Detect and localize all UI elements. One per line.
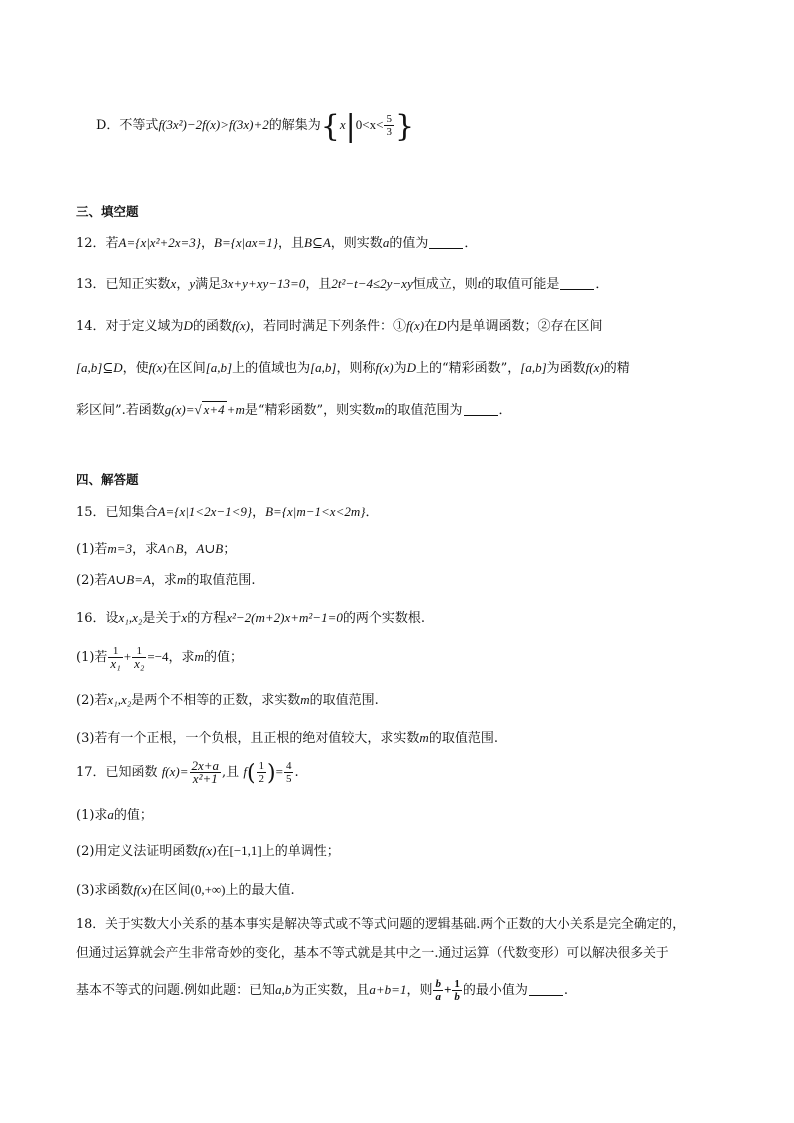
q14-text-i: ，则称 — [336, 361, 376, 376]
q14-text-a: 14．对于定义域为 — [76, 319, 184, 334]
q16-mid: 是关于 — [142, 611, 182, 626]
question-18-line-1: 18．关于实数大小关系的基本事实是解决等式或不等式问题的逻辑基础.两个正数的大小关系是完全确定的， — [76, 917, 686, 932]
q13-prefix: 13．已知正实数 — [76, 277, 171, 292]
q16-p3-a: (3)若有一个正根，一个负根，且正根的绝对值较大，求实数 — [76, 731, 420, 746]
sqrt-sign: √ — [194, 402, 202, 417]
q13-tail: 的取值可能是 — [481, 277, 560, 292]
frac-num: 5 — [386, 113, 392, 125]
q17-prefix: 17．已知函数 — [76, 765, 158, 780]
question-18-line-2: 但通过运算就会产生非常奇妙的变化，基本不等式就是其中之一.通过运算（代数变形）可以解决很多关于 — [76, 946, 669, 961]
q18-text-c: ，则 — [406, 983, 433, 998]
q15-p1-d: ， — [183, 542, 197, 557]
q16-frac-2-num: 1 — [132, 645, 146, 658]
q15-end: ． — [365, 505, 379, 520]
q17-value-fraction — [284, 760, 294, 785]
q14-text-b: 的函数 — [192, 319, 232, 334]
q16-p3-m: m — [419, 730, 429, 745]
q18-end: . — [563, 983, 569, 998]
q15-sep: ， — [252, 505, 266, 520]
q16-frac-2 — [132, 645, 146, 670]
q15-p2-d: 的取值范围. — [186, 573, 256, 588]
q15-p1-a: (1)若 — [76, 542, 108, 557]
q17-equals: = — [275, 764, 283, 779]
option-d-text: 的解集为 — [268, 118, 321, 133]
q16-plus: + — [123, 649, 132, 664]
q14-text-m: 的精 — [603, 361, 630, 376]
q17-p3-c: 上的最大值. — [225, 883, 295, 898]
q18-frac-1 — [433, 978, 443, 1003]
q12-comma: ， — [200, 236, 214, 251]
question-16-part-2 — [76, 688, 734, 713]
q13-text-2: ，且 — [305, 277, 332, 292]
q12-text-2: ，则实数 — [330, 236, 383, 251]
brace-right: } — [394, 109, 415, 144]
q16-equals: =−4 — [147, 649, 169, 664]
q15-p2-union: A∪B=A — [107, 572, 151, 587]
q16-p2-c: 的取值范围. — [309, 693, 379, 708]
q16-p3-b: 的取值范围. — [428, 731, 498, 746]
q14-gx: g(x)= — [164, 402, 195, 417]
q14-text-l: 为函数 — [546, 361, 586, 376]
q13-x: x — [170, 276, 177, 291]
q18-frac-2-den: b — [454, 991, 460, 1003]
q14-text-c: ，若同时满足下列条件：① — [250, 319, 407, 334]
q14-plus-m: +m — [226, 402, 245, 417]
q15-p1-intersection: A∩B — [158, 541, 184, 556]
question-14-line-3 — [76, 398, 734, 423]
q17-p2-fx: f(x) — [198, 843, 217, 858]
section-title-fill-blank: 三、填空题 — [76, 204, 139, 219]
q14-fx-4: f(x) — [375, 360, 394, 375]
q17-arg-den: 2 — [258, 773, 265, 785]
q15-set-a: A={x|1<2x−1<9} — [157, 504, 253, 519]
question-17-part-1 — [76, 803, 734, 828]
q14-text-g: 在区间 — [166, 361, 206, 376]
q17-p2-a: (2)用定义法证明函数 — [76, 844, 199, 859]
q14-interval: [a,b] — [205, 360, 233, 375]
q13-y: y — [189, 276, 196, 291]
set-condition: 0<x< — [355, 117, 384, 132]
q15-p2-m: m — [176, 572, 187, 587]
q16-mid-2: 的方程 — [187, 611, 227, 626]
q17-p3-a: (3)求函数 — [76, 883, 134, 898]
q16-p1-c: 的值； — [203, 650, 243, 665]
question-15 — [76, 500, 734, 525]
question-17 — [76, 760, 734, 786]
option-d-inequality: f(3x²)−2f(x)>f(3x)+2 — [158, 117, 269, 132]
q15-p1-union: A∪B — [196, 541, 224, 556]
q17-function-fraction — [190, 760, 222, 785]
q14-text-f: ，使 — [122, 361, 149, 376]
q16-frac-1-den: x₁ — [110, 656, 121, 671]
q14-fx-3: f(x) — [148, 360, 167, 375]
q13-answer-blank[interactable] — [560, 275, 594, 290]
q16-p1-b: ，求 — [168, 650, 195, 665]
set-var: x — [339, 117, 346, 132]
q12-tail: 的值为 — [389, 236, 429, 251]
q14-sqrt-body: x+4 — [203, 402, 225, 417]
q13-t: t — [477, 276, 482, 291]
option-d — [96, 109, 734, 144]
q17-p2-b: 在 — [216, 844, 230, 859]
q15-set-b: B={x|m−1<x<2m} — [265, 504, 366, 519]
option-d-label: D．不等式 — [96, 118, 159, 133]
q18-text-b: 为正实数，且 — [291, 983, 370, 998]
q16-p2-b: 是两个不相等的正数，求实数 — [131, 693, 301, 708]
q14-text-n: 彩区间”.若函数 — [76, 403, 165, 418]
q17-p3-fx: f(x) — [133, 882, 152, 897]
brace-left: { — [320, 109, 340, 144]
q17-p1-var: a — [107, 807, 114, 822]
q17-val-num: 4 — [285, 760, 292, 772]
question-18-line-3 — [76, 978, 734, 1003]
question-14-line-2 — [76, 356, 734, 381]
q18-frac-2-num: 1 — [454, 978, 460, 990]
q17-p2-c: 上的单调性； — [261, 844, 340, 859]
q16-frac-1-num: 1 — [108, 645, 122, 658]
q18-ab: a,b — [275, 982, 292, 997]
q18-plus: + — [443, 982, 452, 997]
q18-frac-2 — [452, 978, 462, 1003]
q16-prefix: 16．设 — [76, 611, 119, 626]
q12-text: ，且 — [278, 236, 305, 251]
q17-f: f — [243, 764, 247, 779]
q16-p2-roots: x₁,x₂ — [107, 692, 132, 707]
q17-end: . — [294, 765, 299, 780]
frac-den: 3 — [386, 126, 392, 138]
q14-domain-2: D — [437, 318, 447, 333]
q14-text-e: 内是单调函数；②存在区间 — [446, 319, 603, 334]
q14-text-p: 的取值范围为 — [384, 403, 463, 418]
q16-p1-m: m — [194, 649, 204, 664]
q13-sep: ， — [176, 277, 190, 292]
q17-p1-b: 的值； — [113, 808, 153, 823]
q16-x: x — [181, 610, 188, 625]
q13-inequality: 2t²−t−4≤2y−xy — [331, 276, 413, 291]
q12-prefix: 12．若 — [76, 236, 119, 251]
q18-condition: a+b=1 — [369, 982, 407, 997]
section-title-answer: 四、解答题 — [76, 472, 139, 487]
question-13 — [76, 272, 734, 297]
question-17-part-3 — [76, 878, 734, 903]
question-16-part-3 — [76, 726, 734, 751]
q12-set-a: A={x|x²+2x=3} — [118, 235, 201, 250]
q18-text-a: 基本不等式的问题.例如此题：已知 — [76, 983, 276, 998]
question-14-line-1 — [76, 314, 734, 339]
q15-p2-a: (2)若 — [76, 573, 108, 588]
q14-text-k: 上的“精彩函数”， — [415, 361, 521, 376]
q16-frac-2-den: x₂ — [134, 656, 145, 671]
paren-right: ) — [267, 761, 276, 786]
q17-f-num: 2x+a — [191, 758, 220, 773]
q15-p1-m: m=3 — [107, 541, 133, 556]
q14-text-d: 在 — [424, 319, 438, 334]
question-17-part-2 — [76, 839, 734, 864]
paren-left: ( — [246, 761, 256, 786]
question-15-part-2 — [76, 568, 734, 593]
q17-p1-a: (1)求 — [76, 808, 108, 823]
q16-tail: 的两个实数根. — [342, 611, 425, 626]
q13-end: ． — [595, 277, 609, 292]
bar: | — [345, 109, 356, 144]
q13-equation: 3x+y+xy−13=0 — [221, 276, 306, 291]
q16-roots: x₁,x₂ — [118, 610, 143, 625]
q14-text-j: 为 — [393, 361, 407, 376]
q17-p3-b: 在区间 — [151, 883, 191, 898]
q14-domain: D — [183, 318, 193, 333]
q15-p2-c: ，求 — [150, 573, 177, 588]
q15-p1-b: ，求 — [132, 542, 159, 557]
question-16-part-1 — [76, 645, 734, 670]
q14-fx-5: f(x) — [585, 360, 604, 375]
fraction-5-3 — [384, 113, 394, 138]
q14-fx-2: f(x) — [406, 318, 425, 333]
q18-frac-1-den: a — [435, 991, 441, 1003]
q14-interval-2: [a,b] — [310, 360, 337, 375]
q14-interval-3: [a,b] — [520, 360, 547, 375]
q14-end: ． — [498, 403, 512, 418]
q14-answer-blank[interactable] — [464, 401, 498, 416]
question-15-part-1 — [76, 537, 734, 562]
q12-var: a — [382, 235, 390, 250]
q17-fx: f(x)= — [161, 764, 189, 779]
q17-arg-num: 1 — [258, 760, 265, 772]
q12-set-b: B={x|ax=1} — [214, 235, 278, 250]
question-16 — [76, 606, 734, 631]
q17-p3-interval: (0,+∞) — [190, 882, 226, 897]
q16-p1-a: (1)若 — [76, 650, 108, 665]
q14-fx: f(x) — [231, 318, 250, 333]
q17-val-den: 5 — [285, 773, 292, 785]
q18-text-d: 的最小值为 — [462, 983, 528, 998]
q15-p1-f: ； — [223, 542, 237, 557]
q12-end: ． — [464, 236, 478, 251]
q15-prefix: 15．已知集合 — [76, 505, 158, 520]
q12-subset: B⊆A — [304, 235, 331, 250]
q14-m: m — [375, 402, 385, 417]
q14-interval-subset: [a,b]⊆D — [76, 360, 123, 375]
q16-p2-a: (2)若 — [76, 693, 108, 708]
q13-text-3: 恒成立，则 — [412, 277, 478, 292]
q13-text: 满足 — [195, 277, 222, 292]
q18-answer-blank[interactable] — [529, 981, 563, 996]
q14-text-h: 上的值域也为 — [232, 361, 311, 376]
q12-answer-blank[interactable] — [429, 234, 463, 249]
q17-p2-interval: [−1,1] — [229, 843, 262, 858]
q16-frac-1 — [108, 645, 122, 670]
q16-equation: x²−2(m+2)x+m²−1=0 — [226, 610, 343, 625]
q17-mid: ,且 — [222, 765, 240, 780]
q17-f-den: x²+1 — [192, 771, 218, 786]
q16-p2-m: m — [300, 692, 310, 707]
q14-domain-3: D — [406, 360, 416, 375]
q18-frac-1-num: b — [435, 978, 441, 990]
q17-arg-fraction — [257, 760, 267, 785]
q14-text-o: 是“精彩函数”，则实数 — [244, 403, 376, 418]
question-12 — [76, 231, 734, 256]
